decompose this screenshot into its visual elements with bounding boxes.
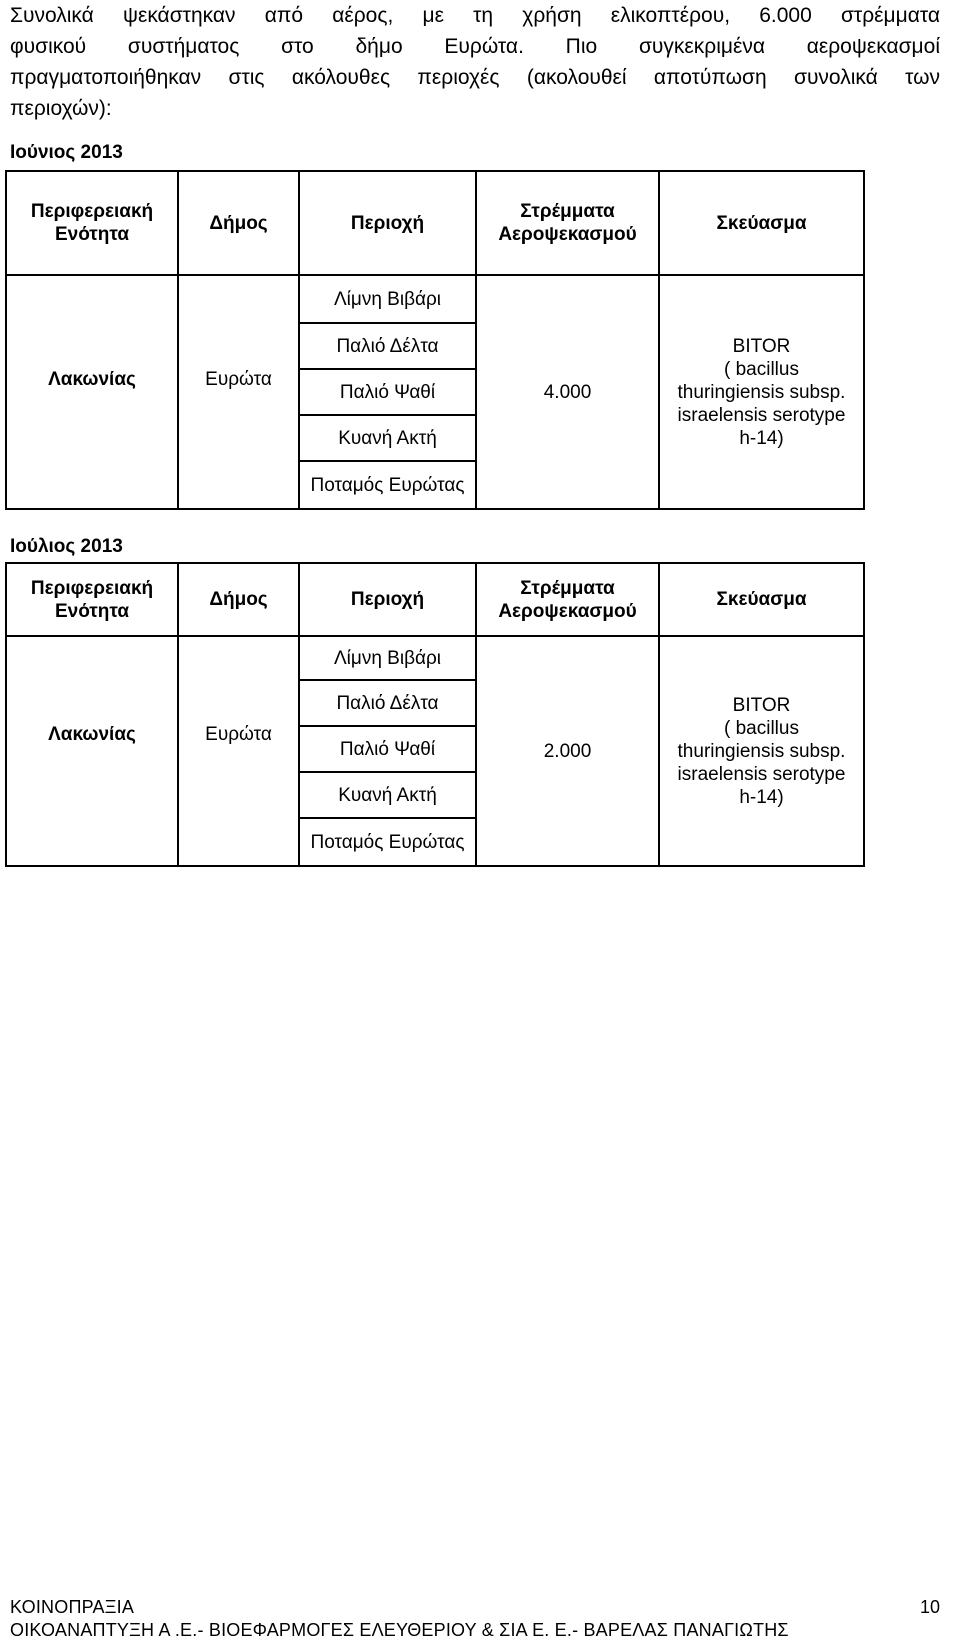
area-cell: Παλιό Ψαθί (299, 369, 476, 415)
intro-line-1: Συνολικά ψεκάστηκαν από αέρος, με τη χρήση ελικοπτέρου, 6.000 στρέμματα (10, 4, 940, 27)
municipality-cell: Ευρώτα (178, 275, 299, 509)
table-header-row (6, 171, 864, 275)
header-product: Σκεύασμα (659, 171, 864, 275)
acres-cell: 4.000 (476, 275, 659, 509)
header-area: Περιοχή (299, 563, 476, 636)
table-row (6, 636, 864, 680)
footer-company: ΚΟΙΝΟΠΡΑΞΙΑ (10, 1597, 135, 1617)
section-title-july: Ιούλιος 2013 (10, 536, 123, 557)
header-acres: Στρέμματα Αεροψεκασμού (476, 563, 659, 636)
table-june (5, 170, 865, 510)
footer-partners: ΟΙΚΟΑΝΑΠΤΥΞΗ Α .Ε.- ΒΙΟΕΦΑΡΜΟΓΕΣ ΕΛΕΥΘΕΡΙΟΥ & ΣΙΑ Ε. Ε.- ΒΑΡΕΛΑΣ ΠΑΝΑΓΙΩΤΗΣ (10, 1620, 789, 1640)
area-cell: Ποταμός Ευρώτας (299, 818, 476, 866)
intro-line-4: περιοχών): (10, 97, 112, 120)
intro-line-3: πραγματοποιήθηκαν στις ακόλουθες περιοχές (ακολουθεί αποτύπωση συνολικά των (10, 66, 940, 89)
intro-line-2: φυσικού συστήματος στο δήμο Ευρώτα. Πιο συγκεκριμένα αεροψεκασμοί (10, 35, 940, 58)
acres-cell: 2.000 (476, 636, 659, 866)
area-cell: Κυανή Ακτή (299, 772, 476, 818)
area-cell: Παλιό Δέλτα (299, 323, 476, 369)
region-unit-cell: Λακωνίας (6, 275, 178, 509)
section-title-june: Ιούνιος 2013 (10, 142, 123, 163)
area-cell: Παλιό Ψαθί (299, 726, 476, 772)
header-acres: Στρέμματα Αεροψεκασμού (476, 171, 659, 275)
area-cell: Λίμνη Βιβάρι (299, 275, 476, 323)
header-region-unit: Περιφερειακή Ενότητα (6, 563, 178, 636)
municipality-cell: Ευρώτα (178, 636, 299, 866)
header-municipality: Δήμος (178, 171, 299, 275)
product-cell: BITOR ( bacillus thuringiensis subsp. israelensis serotype h-14) (659, 275, 864, 509)
header-municipality: Δήμος (178, 563, 299, 636)
table-july (5, 562, 865, 867)
product-cell: BITOR ( bacillus thuringiensis subsp. israelensis serotype h-14) (659, 636, 864, 866)
header-area: Περιοχή (299, 171, 476, 275)
intro-paragraph (10, 0, 940, 124)
table-header-row (6, 563, 864, 636)
area-cell: Κυανή Ακτή (299, 415, 476, 461)
page-number: 10 (919, 1597, 940, 1617)
header-product: Σκεύασμα (659, 563, 864, 636)
table-row (6, 275, 864, 323)
area-cell: Ποταμός Ευρώτας (299, 461, 476, 509)
header-region-unit: Περιφερειακή Ενότητα (6, 171, 178, 275)
area-cell: Παλιό Δέλτα (299, 680, 476, 726)
area-cell: Λίμνη Βιβάρι (299, 636, 476, 680)
region-unit-cell: Λακωνίας (6, 636, 178, 866)
